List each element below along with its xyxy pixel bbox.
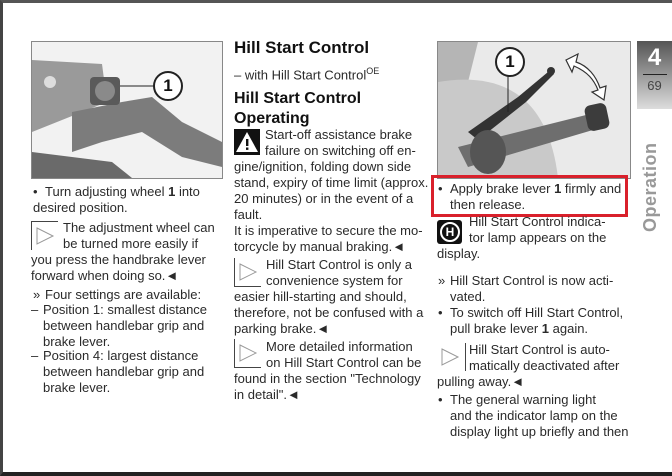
- dash-icon: –: [31, 302, 39, 317]
- bullet-icon: •: [438, 305, 443, 320]
- note-technology-detail: More detailed information on Hill Start Control can be found in the section "Technology in detail".◄: [234, 339, 422, 402]
- step-warning-light: • The general warning light and the indicator lamp on the display light up briefly and then: [438, 392, 629, 439]
- callout-1: 1: [153, 71, 183, 101]
- dash-icon: –: [31, 348, 39, 363]
- list-position-4: – Position 4: largest distance between handlebar grip and brake lever.: [31, 348, 205, 395]
- subtitle: – with Hill Start Control$^{OE}$: [234, 66, 380, 83]
- result-arrow-icon: »: [438, 273, 446, 288]
- hill-start-indicator-icon: H: [437, 220, 462, 244]
- indicator-text: Hill Start Control indica- tor lamp appears on the display.: [437, 214, 607, 261]
- result-four-settings: » Four settings are available:: [33, 287, 202, 302]
- section-tab-label: Operation: [640, 142, 660, 232]
- callout-1: 1: [495, 47, 525, 77]
- note-convenience-system: Hill Start Control is only a convenience system for easier hill-starting and should, therefore, not be confused with a parking brake.◄: [234, 257, 424, 336]
- warning-text: Start-off assistance brake failure on switching off en- gine/ignition, folding down side stand, expiry of time limit (approx. 20 minutes) or in the event of a fault. It is imperative to secure the mo- torcycle by manual braking.◄: [234, 127, 429, 254]
- step-turn-wheel: • Turn adjusting wheel 1 into desired position.: [33, 184, 200, 215]
- result-activated: » Hill Start Control is now acti- vated.: [438, 273, 614, 304]
- chapter-number: 4: [647, 44, 662, 71]
- figure-brake-lever: [437, 41, 631, 179]
- section-heading: Hill Start Control Operating: [234, 90, 362, 127]
- handlebar-image: [438, 42, 630, 178]
- page-number: 69: [647, 78, 662, 93]
- figure-adjusting-wheel: [31, 41, 223, 179]
- step-apply-brake-lever: • Apply brake lever 1 firmly and then release.: [438, 181, 622, 212]
- step-switch-off: • To switch off Hill Start Control, pull brake lever 1 again.: [438, 305, 624, 336]
- page-title: Hill Start Control: [234, 38, 370, 57]
- tab-divider: [643, 74, 667, 75]
- list-position-1: – Position 1: smallest distance between handlebar grip and brake lever.: [31, 302, 208, 349]
- bullet-icon: •: [438, 392, 443, 407]
- result-arrow-icon: »: [33, 287, 41, 302]
- bullet-icon: •: [438, 181, 443, 196]
- note-adjustment-wheel: The adjustment wheel can be turned more easily if you press the handbrake lever forward when doing so.◄: [31, 220, 215, 283]
- note-auto-deactivated: Hill Start Control is auto- matically deactivated after pulling away.◄: [437, 342, 620, 389]
- chapter-tab: [637, 41, 672, 109]
- brake-lever-image: [32, 42, 222, 178]
- bullet-icon: •: [33, 184, 38, 199]
